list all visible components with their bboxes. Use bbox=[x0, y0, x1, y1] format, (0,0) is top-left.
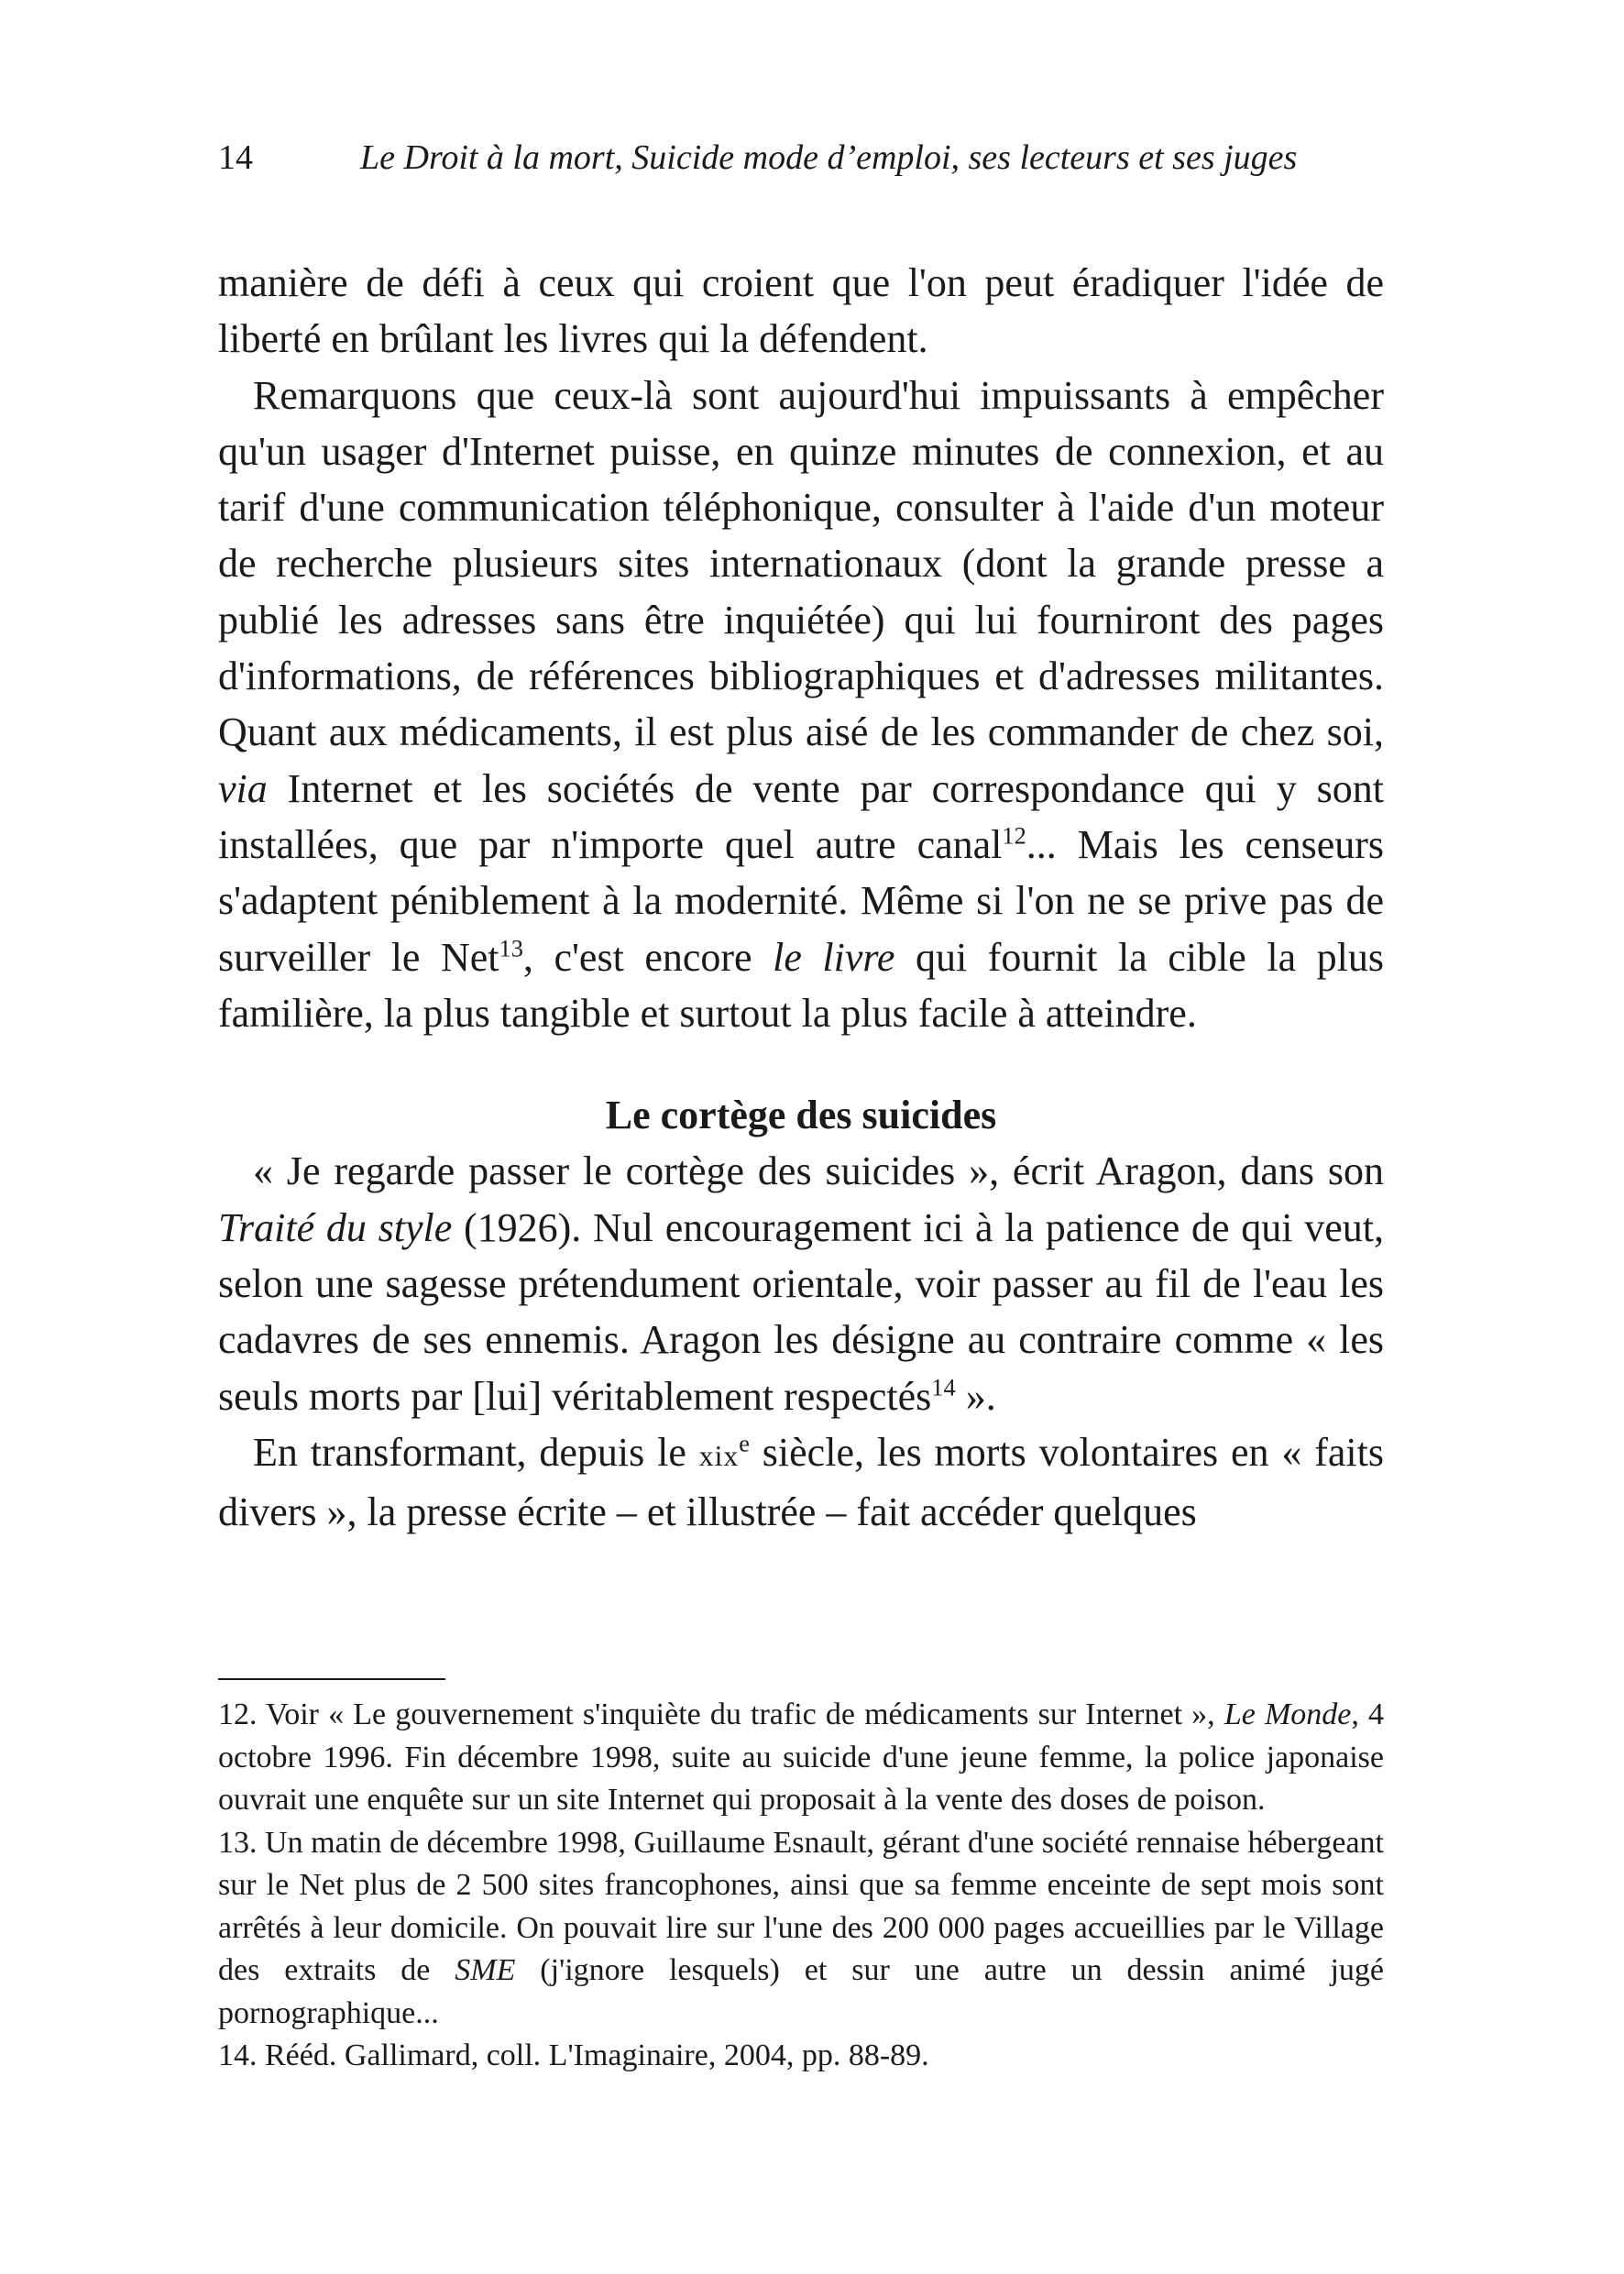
footnote-12: 12. Voir « Le gouvernement s'inquiète du trafic de médicaments sur Internet », Le Monde, 4 octobre 1996. Fin décembre 1998, suite au suicide d'une jeune femme, la police japonaise ouvrait une enquête sur un site Internet qui proposait à la vente des doses de poison. bbox=[218, 1697, 1385, 1817]
footnote-14: 14. Rééd. Gallimard, coll. L'Imaginaire, 2004, pp. 88-89. bbox=[218, 2038, 929, 2072]
footnotes bbox=[218, 1694, 1384, 2078]
paragraph-4: En transformant, depuis le xix$^e$ siècle, les morts volontaires en « faits divers », la presse écrite – et illustrée – fait accéder quelques bbox=[218, 1429, 1384, 1535]
page-number: 14 bbox=[218, 138, 253, 177]
source-le-monde: Le Monde bbox=[1223, 1697, 1352, 1731]
paragraph-1: manière de défi à ceux qui croient que l'on peut éradiquer l'idée de liberté en brûlant les livres qui la défendent. bbox=[218, 260, 1384, 362]
footnote-ref-14[interactable]: 14 bbox=[931, 1372, 956, 1401]
emphasis-le-livre: le livre bbox=[773, 934, 895, 980]
century-numeral: xix bbox=[698, 1439, 740, 1472]
footnote-ref-13[interactable]: 13 bbox=[499, 933, 523, 961]
paragraph-3: « Je regarde passer le cortège des suicides », écrit Aragon, dans son Traité du style (1926). Nul encouragement ici à la patience de qui veut, selon une sagesse prétendument orientale, voir passer au fil de l'eau les cadavres de ses ennemis. Aragon les désigne au contraire comme « les seuls morts par [lui] véritablement respectés$^{14}$ ». bbox=[218, 1148, 1384, 1419]
title-sme: SME bbox=[455, 1953, 516, 1987]
footnote-ref-12[interactable]: 12 bbox=[1002, 821, 1026, 850]
paragraph-2: Remarquons que ceux-là sont aujourd'hui impuissants à empêcher qu'un usager d'Internet puisse, en quinze minutes de connexion, et au tarif d'une communication téléphonique, consulter à l'aide d'un moteur de recherche plusieurs sites internationaux (dont la grande presse a publié les adresses sans être inquiétée) qui lui fourniront des pages d'informations, de références bibliographiques et d'adresses militantes. Quant aux médicaments, il est plus aisé de les commander de chez soi, via Internet et les sociétés de vente par correspondance qui y sont installées, que par n'importe quel autre canal$^{12}$... Mais les censeurs s'adaptent péniblement à la modernité. Même si l'on ne se prive pas de surveiller le Net$^{13}$, c'est encore le livre qui fournit la cible la plus familière, la plus tangible et surtout la plus facile à atteindre. bbox=[218, 372, 1384, 1036]
body-text bbox=[218, 255, 1384, 1541]
footnote-rule bbox=[218, 1678, 445, 1680]
footnote-13: 13. Un matin de décembre 1998, Guillaume Esnault, gérant d'une société rennaise hébergeant sur le Net plus de 2 500 sites francophones, ainsi que sa femme enceinte de sept mois sont arrêtés à leur domicile. On pouvait lire sur l'une des 200 000 pages accueillies par le Village des extraits de SME (j'ignore lesquels) et sur une autre un dessin animé jugé pornographique... bbox=[218, 1825, 1384, 2030]
running-head bbox=[218, 137, 1384, 192]
book-title-traite-du-style: Traité du style bbox=[218, 1204, 453, 1250]
century-superscript: e bbox=[739, 1429, 750, 1457]
section-heading: Le cortège des suicides bbox=[605, 1093, 997, 1138]
emphasis-via: via bbox=[218, 765, 268, 811]
running-title: Le Droit à la mort, Suicide mode d’emploi, ses lecteurs et ses juges bbox=[360, 138, 1298, 177]
